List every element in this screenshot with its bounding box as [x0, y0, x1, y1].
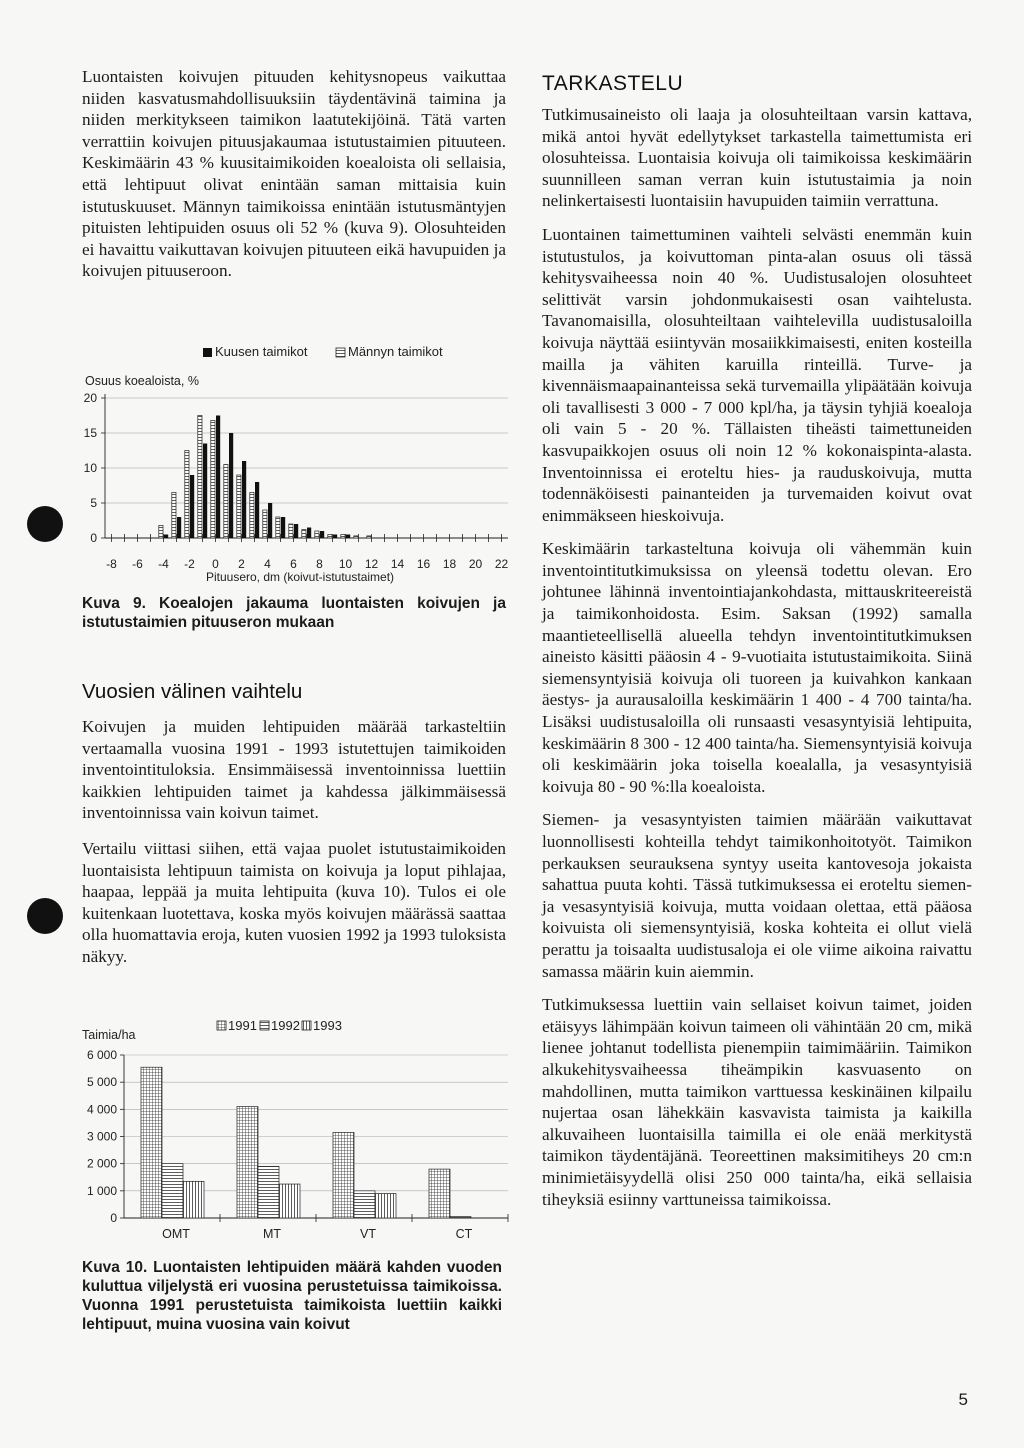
figure10-bars: [141, 1067, 471, 1218]
left-column-lower: [82, 716, 506, 980]
figure9-xtick-label: 22: [494, 557, 509, 571]
figure10-ytick-label: 6 000: [86, 1048, 117, 1062]
figure9-bar-kuusen: [320, 531, 324, 538]
left-column: [82, 66, 506, 294]
figure10-legend: [217, 1018, 342, 1033]
figure10-bar-1992: [258, 1166, 279, 1218]
figure9-bar-kuusen: [255, 482, 259, 538]
page-number: 5: [958, 1390, 968, 1409]
figure9-ylabel: Osuus koealoista, %: [85, 374, 199, 388]
figure9-bar-mannyn: [198, 416, 202, 539]
figure10-ylabel: Taimia/ha: [82, 1028, 136, 1042]
figure10-category-label: MT: [262, 1227, 282, 1241]
figure9-xtick-label: -8: [106, 557, 117, 571]
tarkastelu-paragraph-1: Tutkimusaineisto oli laaja ja olosuhteiltaan varsin kattava, mikä antoi hyvät edellytykset tarkastella taimettumista eri olosuhteissa. Luontaisia koivuja oli taimikoissa keskimäärin suunnilleen saman verran kuin istutustaimia ja noin nelinkertaisesti luontaisiin havupuiden taimiin verrattuna.: [542, 105, 972, 211]
figure10-bar-1992: [162, 1164, 183, 1218]
figure10-bar-1993: [375, 1194, 396, 1218]
figure10-chart: [80, 1015, 520, 1250]
right-column: [542, 66, 972, 1222]
figure10-bar-1991: [237, 1107, 258, 1218]
figure10-category-label: CT: [455, 1227, 473, 1241]
figure9-xtick-label: 4: [264, 557, 271, 571]
figure9-tick-labels: [84, 391, 509, 571]
figure9-caption: Kuva 9. Koealojen jakauma luontaisten koivujen ja istutustaimien pituuseron mukaan: [82, 595, 506, 631]
legend-swatch-1991: [217, 1021, 226, 1030]
tarkastelu-paragraph-3: Keskimäärin tarkasteltuna koivuja oli vähemmän kuin inventointitutkimuksissa on yleensä todettu olevan. Ero johtunee lähinnä inventointiajankohdasta, mittauskriteereistä ja taimikonhoidosta. Esim. Saksan (1992) samalla maantieteellisellä alueella tehdyn inventointitutkimuksen aineisto käsitti pääosin 4 - 9-vuotiaita istutustaimikoita. Siinä siemensyntyisiä koivuja oli tuoreen ja kuivahkon kankaan äestys- ja aurausaloilla keskimäärin 1 400 - 4 700 tainta/ha. Lisäksi uudistusaloilla oli runsaasti vesasyntyisiä lehtipuita, keskimäärin 8 300 - 12 400 tainta/ha. Siemensyntyisiä koivuja oli keskimäärin joka toisella koealalla, ja vesasyntyisiä koivuja 80 - 90 %:lla koealoista.: [542, 539, 972, 796]
figure10-bar-1991: [141, 1067, 162, 1218]
figure10-ytick-label: 0: [110, 1211, 117, 1225]
figure9-bar-kuusen: [268, 503, 272, 538]
legend-label-1991: 1991: [228, 1018, 257, 1033]
figure9-bar-kuusen: [164, 535, 168, 539]
figure9-xtick-label: -4: [158, 557, 169, 571]
figure10-bar-1992: [354, 1191, 375, 1218]
figure9-xlabel: Pituusero, dm (koivut-istutustaimet): [205, 570, 395, 584]
figure9-bar-kuusen: [190, 475, 194, 538]
legend-label-kuusen: Kuusen taimikot: [215, 344, 308, 359]
figure9-ytick-label: 10: [83, 461, 97, 475]
figure9-bar-kuusen: [294, 524, 298, 538]
figure9-ytick-label: 0: [90, 531, 97, 545]
figure9-bar-mannyn: [237, 475, 241, 538]
figure9-bar-mannyn: [172, 493, 176, 539]
section-heading-vuosien: Vuosien välinen vaihtelu: [82, 680, 303, 703]
figure9-bar-mannyn: [302, 530, 306, 538]
figure10-bar-1993: [279, 1184, 300, 1218]
paragraph-vertailu-result: Vertailu viittasi siihen, että vajaa puolet istutustaimikoiden luontaisista lehtipuun taimista on koivuja ja loput pihlajaa, haapaa, leppää ja muita lehtipuita (kuva 10). Tulos ei ole kuitenkaan luotettava, koska myös koivujen määrässä saattaa olla huomattavia eroja, kuten vuosien 1992 ja 1993 tuloksista näkyy.: [82, 838, 506, 966]
figure9-xtick-label: -2: [184, 557, 195, 571]
figure9-xtick-label: 16: [416, 557, 431, 571]
legend-swatch-mannyn: [336, 348, 345, 357]
figure9-bar-mannyn: [315, 531, 319, 538]
figure9-bar-kuusen: [242, 461, 246, 538]
figure10-ytick-label: 5 000: [86, 1075, 117, 1090]
section-heading-tarkastelu: TARKASTELU: [542, 72, 684, 95]
figure9-bar-mannyn: [276, 517, 280, 538]
paragraph-vertailu-method: Koivujen ja muiden lehtipuiden määrää tarkasteltiin vertaamalla vuosina 1991 - 1993 istutettujen taimikoiden inventointituloksia. Ensimmäisessä inventoinnissa luettiin kaikkien lehtipuiden taimet ja kahdessa jälkimmäisessä inventoinnissa vain koivun taimet.: [82, 717, 506, 823]
tarkastelu-paragraph-2: Luontainen taimettuminen vaihteli selvästi enemmän kuin istutustulos, ja koivuttoman pinta-alan osuus oli tässä kehitysvaiheessa noin 40 %. Uudistusalojen olosuhteet selittivät varsin johdonmukaisesti osan vaihtelusta. Tavanomaisilla, olosuhteiltaan vaihtelevilla uudistusaloilla koivuja näyttää esiintyvän mosaiikkimaisesti, eniten kosteilla mailla ja vähiten karuilla rinteillä. Turve- ja kivennäismaapainanteissa sekä turvemailla ylipäätään koivuja oli tavallisesti 3 000 - 7 000 kpl/ha, ja täysin tyhjiä koealoja oli vain 5 - 20 %. Tällaisten tiheästi taimettuneiden kasvupaikkojen osuus oli noin 12 % kokonaispinta-alasta. Inventoinnissa ei eroteltu hies- ja rauduskoivuja, mutta todennäköisesti painanteiden ja turvemaiden koivut ovat enimmäkseen hieskoivuja.: [542, 224, 972, 525]
figure9-bars: [159, 416, 371, 539]
legend-swatch-kuusen: [203, 348, 212, 357]
figure9-bar-mannyn: [263, 510, 267, 538]
binder-hole-bottom: [27, 898, 63, 934]
figure9-xtick-label: 6: [290, 557, 297, 571]
figure9-bar-kuusen: [177, 517, 181, 538]
figure9-xtick-label: 8: [316, 557, 323, 571]
figure10-bar-1993: [183, 1181, 204, 1218]
legend-swatch-1993: [302, 1021, 311, 1030]
figure10-bar-1991: [333, 1132, 354, 1218]
figure9-bar-mannyn: [328, 535, 332, 539]
figure10-category-label: VT: [360, 1227, 376, 1241]
figure9-bar-mannyn: [250, 493, 254, 539]
figure10-bar-1991: [429, 1169, 450, 1218]
figure9-bar-kuusen: [229, 433, 233, 538]
figure9-chart: [80, 340, 520, 590]
figure9-bar-mannyn: [224, 465, 228, 539]
figure9-bar-mannyn: [211, 420, 215, 538]
figure9-bar-kuusen: [346, 535, 350, 539]
figure9-xtick-label: 20: [468, 557, 483, 571]
figure9-xtick-label: -6: [132, 557, 143, 571]
figure10-ytick-label: 4 000: [86, 1102, 117, 1117]
figure9-bar-kuusen: [281, 517, 285, 538]
figure9-xtick-label: 12: [364, 557, 379, 571]
figure9-xtick-label: 14: [390, 557, 405, 571]
figure9-ytick-label: 5: [90, 496, 97, 510]
figure9-xtick-label: 2: [238, 557, 245, 571]
figure10-bar-1992: [450, 1217, 471, 1218]
figure9-bar-kuusen: [333, 535, 337, 539]
legend-label-mannyn: Männyn taimikot: [348, 344, 443, 359]
figure9-bar-kuusen: [307, 528, 311, 539]
figure9-bar-mannyn: [159, 525, 163, 538]
figure9-xtick-label: 0: [212, 557, 219, 571]
figure9-xtick-label: 18: [442, 557, 457, 571]
figure9-bar-mannyn: [289, 524, 293, 538]
figure9-bar-mannyn: [185, 451, 189, 539]
figure9-legend: [203, 344, 443, 359]
figure9-ytick-label: 20: [83, 391, 97, 405]
figure10-category-label: OMT: [162, 1227, 190, 1241]
figure10-ytick-label: 2 000: [86, 1156, 117, 1171]
figure10-ytick-label: 3 000: [86, 1129, 117, 1144]
binder-hole-top: [27, 506, 63, 542]
tarkastelu-paragraph-4: Siemen- ja vesasyntyisten taimien määrään vaikuttavat luonnollisesti kohteilla tehdyt taimikonhoitotyöt. Taimikon perkauksen seurauksena syntyy useita kantovesoja jokaista sahattua puuta kohti. Tässä tutkimuksessa ei eroteltu siemen- ja vesasyntyisiä koivuja, mutta voidaan olettaa, että pääosa koivuista oli siemensyntyisiä, koska kohteita ei ollut vielä perattu ja toisaalta uudistusaloja ei ole viime aikoina raivattu samassa määrin kuin aiemmin.: [542, 810, 972, 981]
figure10-ytick-label: 1 000: [86, 1183, 117, 1198]
legend-label-1992: 1992: [271, 1018, 300, 1033]
figure9-bar-mannyn: [341, 535, 345, 539]
figure10-caption: Kuva 10. Luontaisten lehtipuiden määrä kahden vuoden kuluttua viljelystä eri vuosina perustetuissa taimikoissa. Vuonna 1991 perustetuista taimikoista luettiin kaikki lehtipuut, muina vuosina vain koivut: [82, 1259, 502, 1333]
legend-label-1993: 1993: [313, 1018, 342, 1033]
figure9-xtick-label: 10: [338, 557, 353, 571]
tarkastelu-paragraph-5: Tutkimuksessa luettiin vain sellaiset koivun taimet, joiden etäisyys lähimpään koivun taimeen oli vähintään 20 cm, mikä lienee johtanut todellista pienempiin taimimääriin. Taimikon alkukehitysvaiheessa tiheämpikin kasvuasento on mahdollinen, mutta taimikon varttuessa keskinäinen kilpailu nujertaa osan lähekkäin kasvavista taimista ja kaikilla alkuvaiheen luontaisilla taimilla ei ole enää merkitystä taimikon täydentäjänä. Teoreettinen maksimitiheys 20 cm:n minimietäisyydellä olisi 250 000 tainta/ha, eikä sellaisia tiheyksiä esiinny varttuneissa taimikoissa.: [542, 995, 972, 1209]
intro-paragraph: Luontaisten koivujen pituuden kehitysnopeus vaikuttaa niiden kasvatusmahdollisuuksiin täydentävinä taimina ja niiden merkitykseen taimikon laatutekijöinä. Tätä varten verrattiin koivujen pituusjakaumaa istutustaimien pituuteen. Keskimäärin 43 % kuusitaimikoiden koealoista oli sellaisia, että lehtipuut olivat enintään saman mittaisia kuin istutuskuuset. Männyn taimikoissa enintään istutusmäntyjen pituisten lehtipuiden osuus oli 52 % (kuva 9). Olosuhteiden ei havaittu vaikuttavan koivujen pituuteen eikä havupuiden ja koivujen pituuseroon.: [82, 67, 506, 281]
figure9-ytick-label: 15: [83, 426, 97, 440]
figure9-bar-mannyn: [354, 536, 358, 538]
figure9-bar-mannyn: [367, 536, 371, 538]
figure9-bar-kuusen: [216, 416, 220, 539]
figure9-bar-kuusen: [203, 444, 207, 539]
figure9-axes: [101, 394, 508, 542]
legend-swatch-1992: [260, 1021, 269, 1030]
